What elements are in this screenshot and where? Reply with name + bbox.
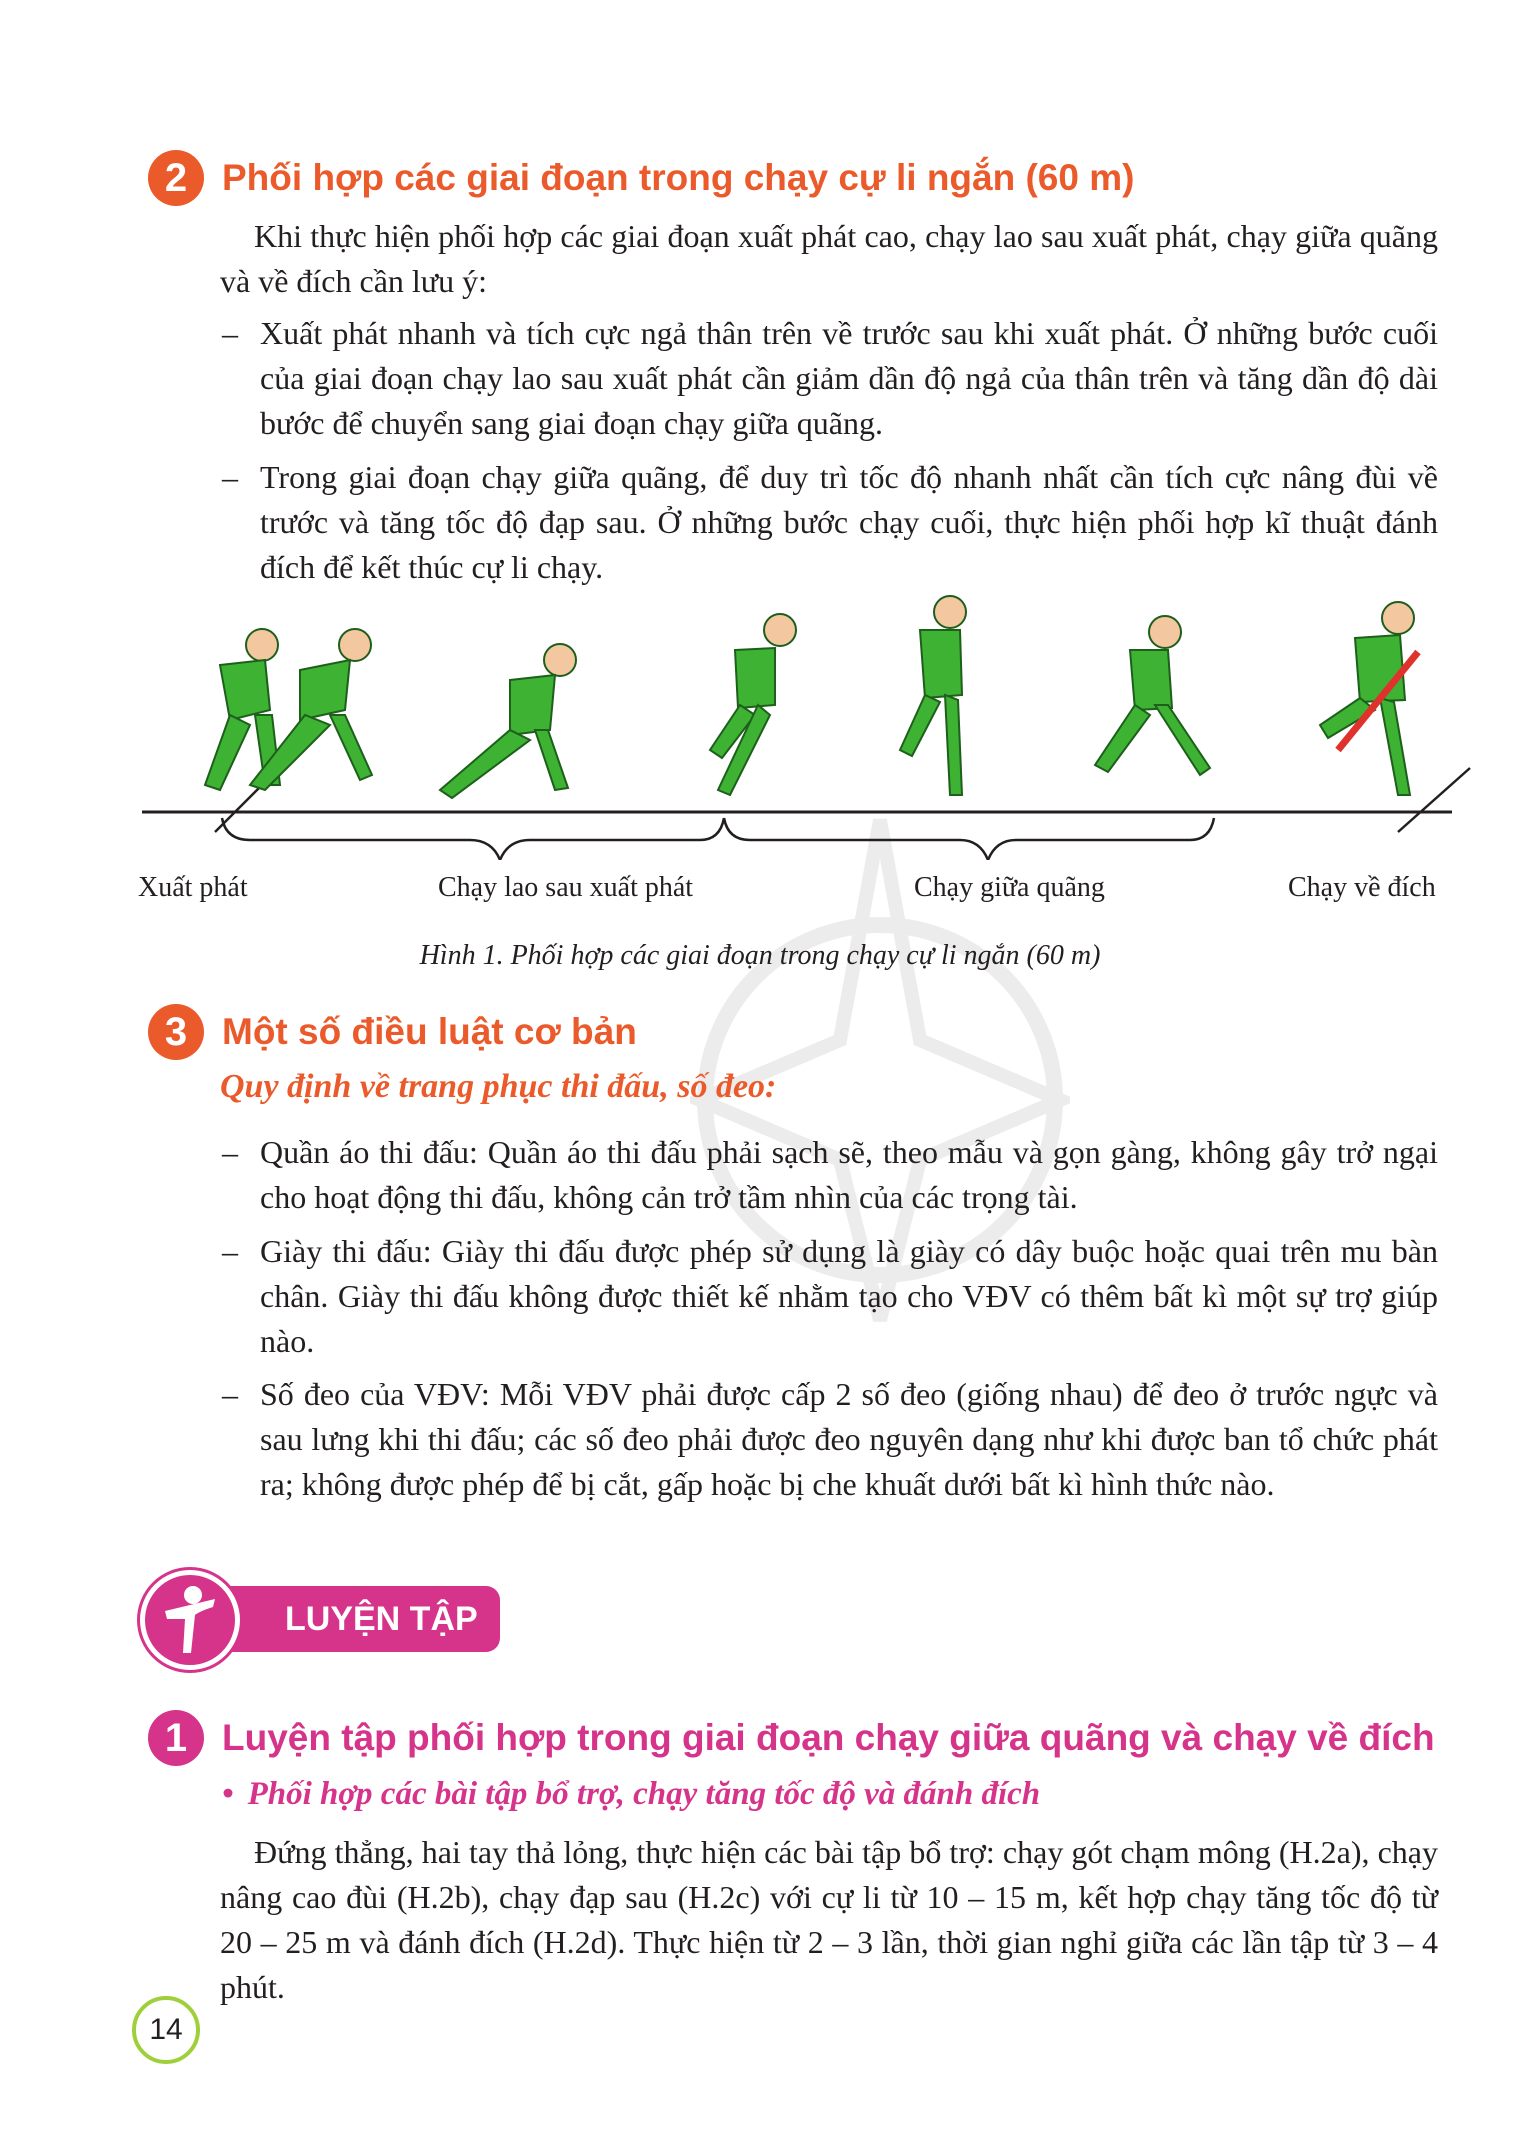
runner-figure: [1320, 602, 1414, 795]
phase-label-mid-race: Chạy giữa quãng: [914, 872, 1105, 903]
practice-title: Luyện tập phối hợp trong giai đoạn chạy giữa quãng và chạy về đích: [222, 1717, 1435, 1758]
list-item: – Quần áo thi đấu: Quần áo thi đấu phải sạch sẽ, theo mẫu và gọn gàng, không gây trở ngại cho hoạt động thi đấu, không cản trở tầm nhìn của các trọng tài.: [222, 1134, 1438, 1215]
figure-caption: Hình 1. Phối hợp các giai đoạn trong chạy cự li ngắn (60 m): [419, 940, 1101, 971]
section-2-intro: Khi thực hiện phối hợp các giai đoạn xuất phát cao, chạy lao sau xuất phát, chạy giữa quãng và về đích cần lưu ý:: [220, 218, 1438, 299]
list-item: – Xuất phát nhanh và tích cực ngả thân trên về trước sau khi xuất phát. Ở những bước cuối của giai đoạn chạy lao sau xuất phát cần giảm dần độ ngả của thân trên và tăng dần độ dài bước để chuyển sang giai đoạn chạy giữa quãng.: [222, 315, 1438, 441]
practice-number-badge: 1: [148, 1710, 204, 1766]
section-title: Một số điều luật cơ bản: [222, 1011, 637, 1052]
section-number-badge: 3: [148, 1004, 204, 1060]
phase-label-acceleration: Chạy lao sau xuất phát: [438, 872, 694, 903]
practice-icon: [140, 1570, 240, 1670]
section-2-heading: [148, 150, 1134, 206]
list-item: – Giày thi đấu: Giày thi đấu được phép sử dụng là giày có dây buộc hoặc quai trên mu bàn chân. Giày thi đấu không được thiết kế nhằm tạo cho VĐV có thêm bất kì một sự trợ giúp nào.: [222, 1233, 1438, 1359]
practice-banner-label: LUYỆN TẬP: [285, 1600, 478, 1638]
practice-bullet-title: • Phối hợp các bài tập bổ trợ, chạy tăng tốc độ và đánh đích: [222, 1776, 1041, 1812]
list-item: – Trong giai đoạn chạy giữa quãng, để duy trì tốc độ nhanh nhất cần tích cực nâng đùi về trước và tăng tốc độ đạp sau. Ở những bước chạy cuối, thực hiện phối hợp kĩ thuật đánh đích để kết thúc cự li chạy.: [222, 459, 1438, 585]
practice-1-heading: [148, 1710, 1435, 1766]
list-item: – Số đeo của VĐV: Mỗi VĐV phải được cấp 2 số đeo (giống nhau) để đeo ở trước ngực và sau lưng khi thi đấu; các số đeo phải được đeo nguyên dạng như khi được ban tổ chức phát ra; không được phép để bị cắt, gấp hoặc bị che khuất dưới bất kì hình thức nào.: [222, 1376, 1438, 1502]
practice-1-body: Đứng thẳng, hai tay thả lỏng, thực hiện các bài tập bổ trợ: chạy gót chạm mông (H.2a), chạy nâng cao đùi (H.2b), chạy đạp sau (H.2c) với cự li từ 10 – 15 m, kết hợp chạy tăng tốc độ từ 20 – 25 m và đánh đích (H.2d). Thực hiện từ 2 – 3 lần, thời gian nghỉ giữa các lần tập từ 3 – 4 phút.: [220, 1834, 1438, 2005]
runner-figure: [1095, 616, 1210, 775]
runner-figure: [440, 644, 576, 798]
phase-label-finish: Chạy về đích: [1288, 872, 1436, 903]
page-number: 14: [149, 2013, 183, 2046]
running-phases-figure: [0, 590, 1520, 860]
practice-banner: [140, 1570, 500, 1670]
section-number-badge: 2: [148, 150, 204, 206]
section-3-heading: [148, 1004, 637, 1060]
runner-figure: [900, 596, 966, 795]
page-number-badge: [132, 1996, 200, 2064]
runner-figure: [710, 614, 796, 795]
section-title: Phối hợp các giai đoạn trong chạy cự li ngắn (60 m): [222, 157, 1135, 198]
phase-label-start: Xuất phát: [138, 872, 248, 903]
section-3-subtitle: Quy định về trang phục thi đấu, số đeo:: [220, 1068, 777, 1105]
